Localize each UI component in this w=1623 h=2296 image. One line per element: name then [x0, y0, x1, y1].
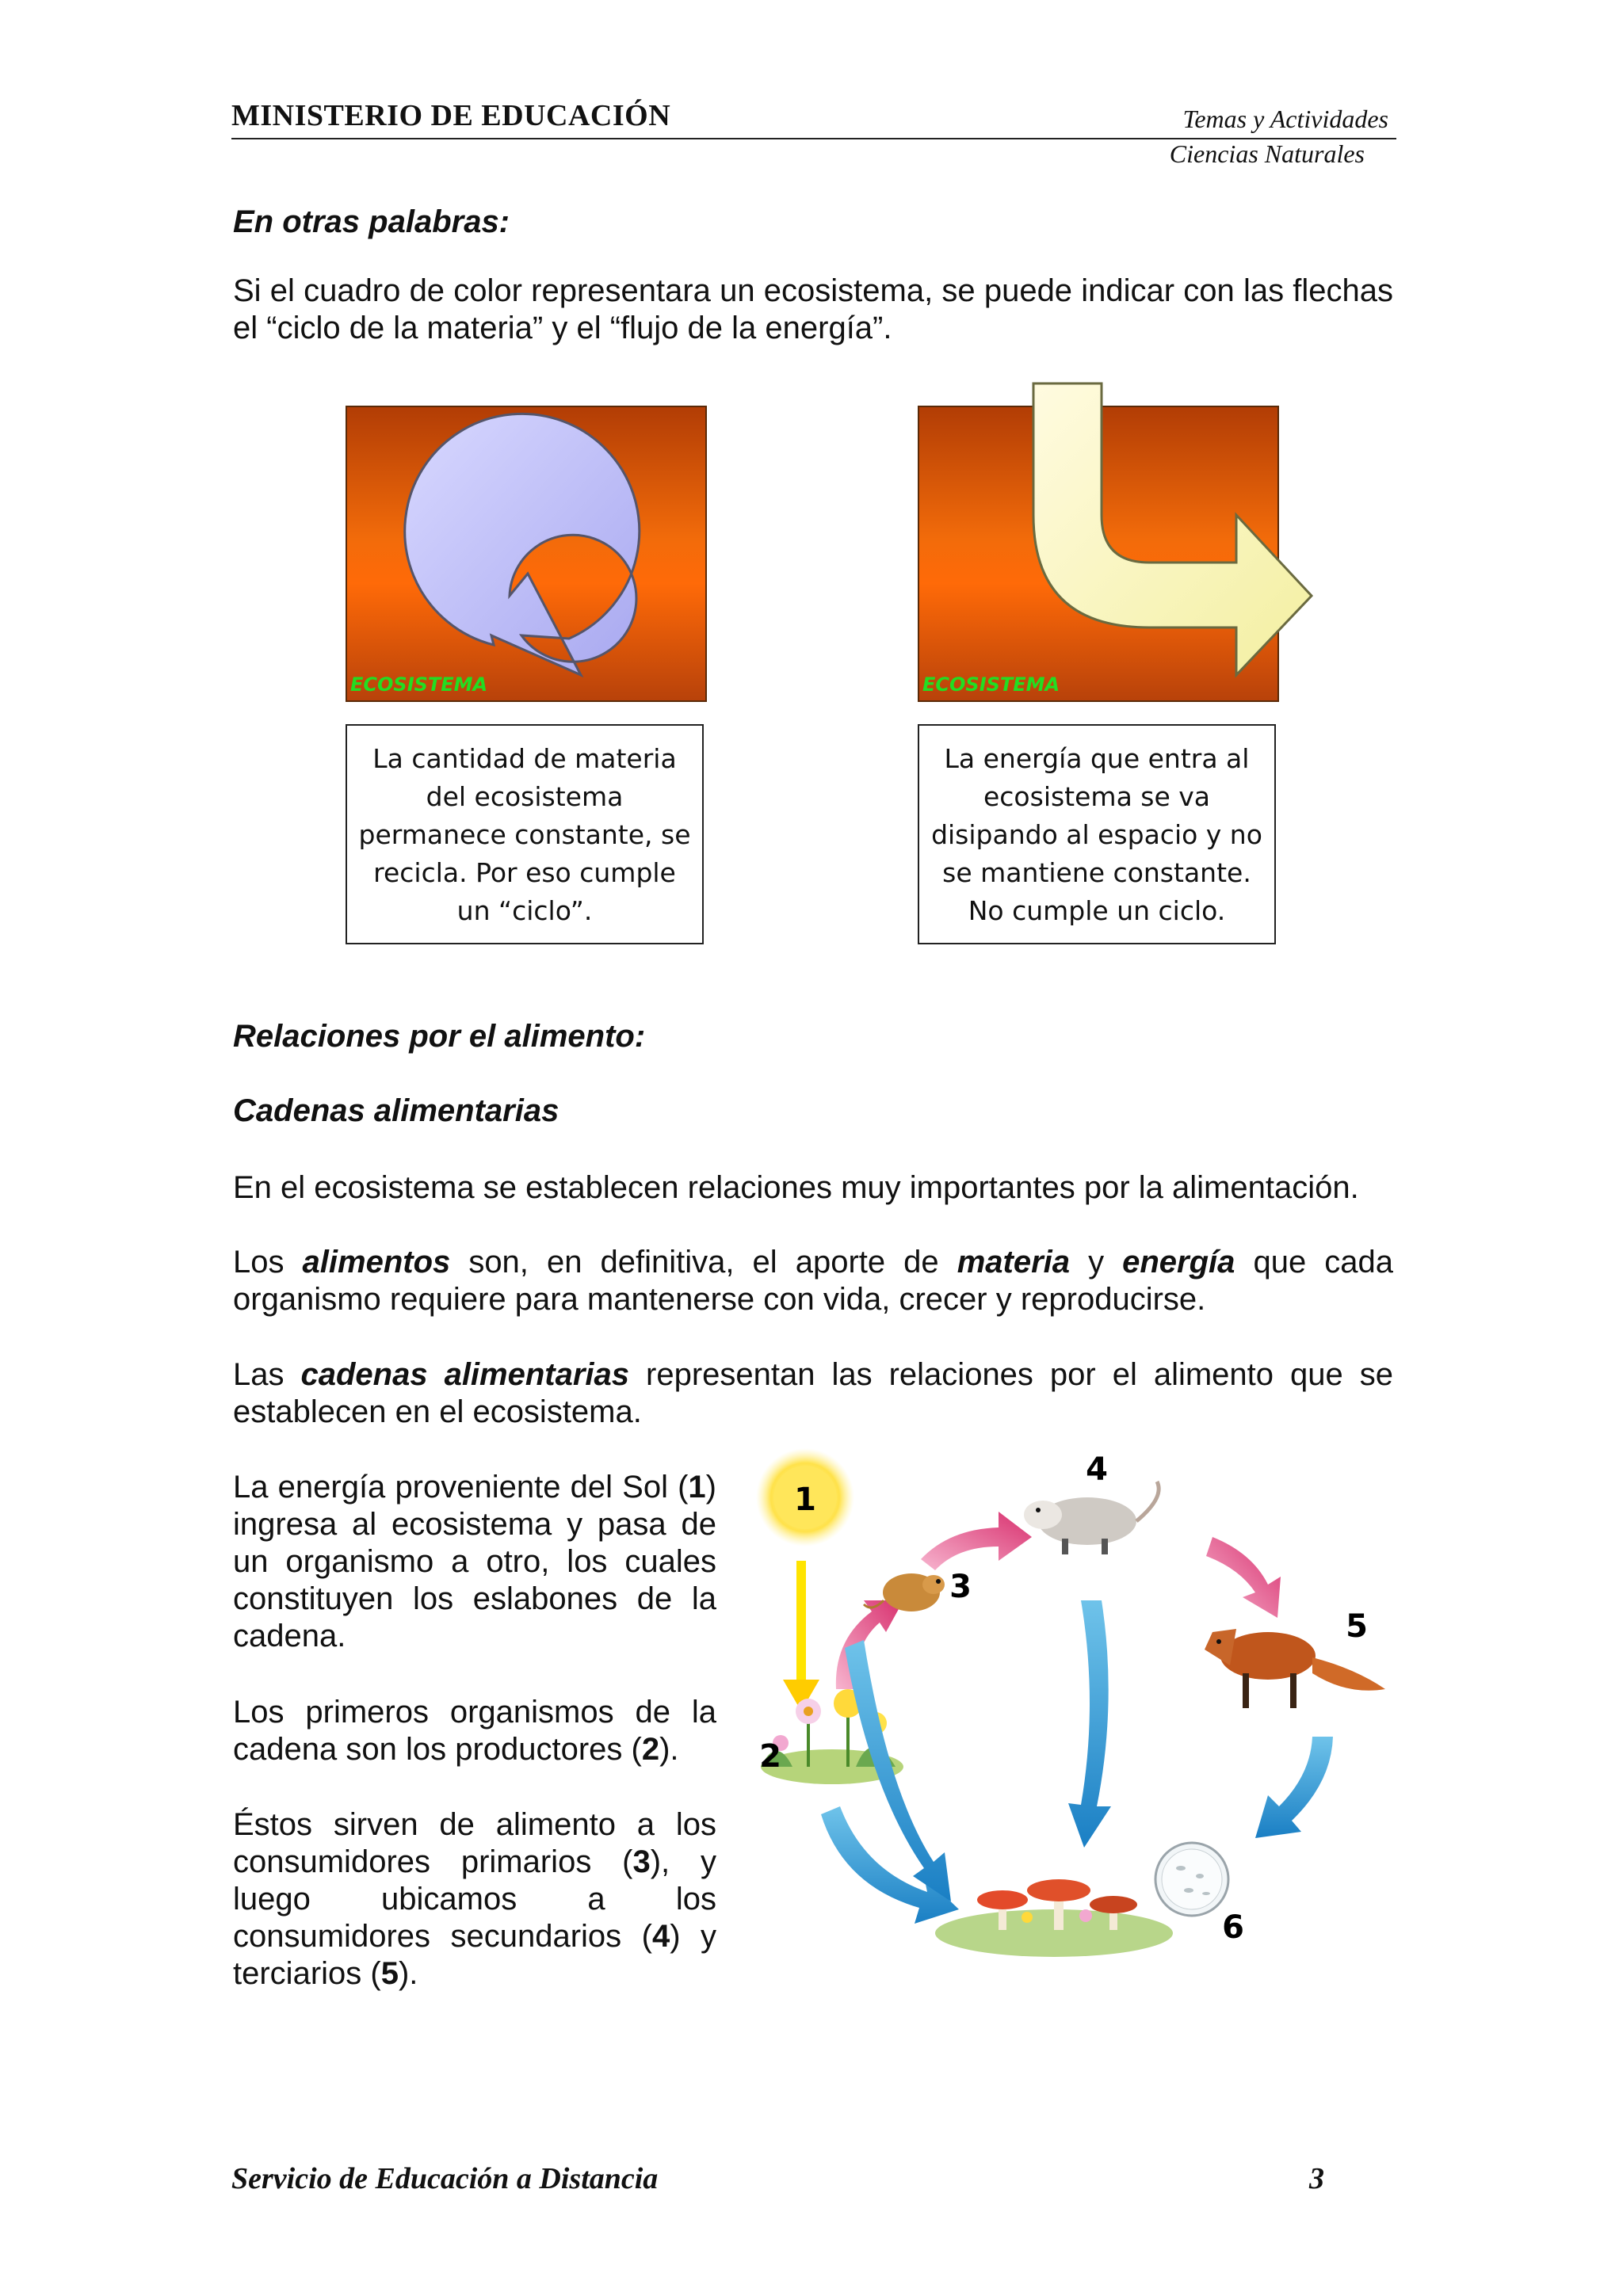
paragraph-1: En el ecosistema se establecen relaciones muy importantes por la alimentación.	[233, 1170, 1359, 1205]
secondary-consumer-possum-icon	[1024, 1482, 1159, 1554]
label-6: 6	[1222, 1909, 1244, 1946]
subheading-cadenas: Cadenas alimentarias	[233, 1093, 559, 1128]
header-org: MINISTERIO DE EDUCACIÓN	[231, 99, 671, 132]
caption-line: disipando al espacio y no	[931, 819, 1262, 850]
text-run: ).	[659, 1732, 679, 1767]
emphasis-energia: energía	[1122, 1245, 1235, 1280]
text-run: ) ingresa al ecosistema y pasa de un organismo a otro, los cuales constituyen los eslabones de la cadena.	[233, 1470, 716, 1653]
section-heading-otras-palabras: En otras palabras:	[233, 204, 510, 239]
microorganisms-dish-icon	[1155, 1843, 1228, 1916]
label-4: 4	[1086, 1451, 1108, 1488]
caption-line: del ecosistema	[426, 781, 624, 812]
ecosystem-label: ECOSISTEMA	[350, 673, 488, 696]
emphasis-cadenas: cadenas alimentarias	[300, 1357, 630, 1392]
header-series: Temas y Actividades	[1182, 105, 1388, 133]
text-run: Las	[233, 1357, 301, 1392]
caption-energy	[918, 724, 1276, 944]
ref-number: 3	[632, 1844, 651, 1879]
text-run: representan las relaciones por el alimento que se establecen en el ecosistema.	[233, 1357, 1393, 1429]
pink-arrow-icon	[1206, 1537, 1281, 1618]
section-heading-relaciones: Relaciones por el alimento:	[233, 1019, 646, 1054]
caption-line: se mantiene constante.	[942, 857, 1251, 888]
text-run: ) y terciarios (	[233, 1919, 716, 1991]
caption-line: La cantidad de materia	[372, 743, 677, 774]
text-run: son, en definitiva, el aporte de	[450, 1245, 957, 1280]
ref-number: 4	[651, 1919, 670, 1954]
paragraph-6	[233, 1806, 716, 1993]
caption-line: No cumple un ciclo.	[968, 895, 1226, 926]
header-subject: Ciencias Naturales	[1169, 139, 1365, 168]
text-run: ), y luego ubicamos a los consumidores secundarios (	[233, 1844, 717, 1954]
page-number: 3	[1309, 2162, 1324, 2195]
paragraph-2	[233, 1244, 1393, 1318]
intro-paragraph: Si el cuadro de color representara un ecosistema, se puede indicar con las flechas el “ciclo de la materia” y el “flujo de la energía”.	[233, 273, 1393, 345]
caption-line: un “ciclo”.	[456, 895, 593, 926]
label-3: 3	[949, 1569, 972, 1605]
footer-service: Servicio de Educación a Distancia	[231, 2162, 659, 2195]
emphasis-materia: materia	[957, 1245, 1071, 1280]
text-run: La energía proveniente del Sol (	[233, 1470, 689, 1505]
cycle-arrow-icon	[347, 407, 705, 700]
decomposers-mushrooms-icon	[935, 1879, 1173, 1957]
label-5: 5	[1346, 1608, 1368, 1645]
paragraph-5	[233, 1694, 716, 1768]
primary-consumer-mouse-icon	[864, 1573, 945, 1611]
yellow-arrow-icon	[783, 1561, 819, 1711]
text-run: que cada organismo requiere para mantenerse con vida, crecer y reproducirse.	[233, 1245, 1393, 1317]
ref-number: 1	[688, 1470, 706, 1505]
ecosystem-box-matter	[346, 406, 707, 702]
text-run: ).	[398, 1956, 418, 1991]
caption-line: ecosistema se va	[983, 781, 1211, 812]
caption-line: recicla. Por eso cumple	[373, 857, 676, 888]
caption-line: permanece constante, se	[358, 819, 691, 850]
flow-arrow-icon	[911, 372, 1323, 697]
emphasis-alimentos: alimentos	[302, 1245, 451, 1280]
ref-number: 2	[641, 1732, 660, 1767]
caption-matter	[346, 724, 704, 944]
text-run: Éstos sirven de alimento a los consumidores primarios (	[233, 1807, 716, 1879]
pink-arrow-icon	[921, 1512, 1032, 1570]
blue-arrow-icon	[1068, 1600, 1111, 1848]
ref-number: 5	[380, 1956, 399, 1991]
food-chain-illustration	[745, 1442, 1411, 1997]
blue-arrow-icon	[1255, 1737, 1333, 1838]
paragraph-3	[233, 1356, 1393, 1431]
caption-line: La energía que entra al	[944, 743, 1250, 774]
text-run: y	[1070, 1245, 1123, 1280]
ecosystem-label: ECOSISTEMA	[922, 673, 1060, 696]
text-run: Los	[233, 1245, 303, 1280]
paragraph-4	[233, 1469, 716, 1655]
label-2: 2	[759, 1738, 781, 1775]
label-1: 1	[794, 1482, 816, 1518]
text-run: Los primeros organismos de la cadena son los productores (	[233, 1695, 716, 1767]
